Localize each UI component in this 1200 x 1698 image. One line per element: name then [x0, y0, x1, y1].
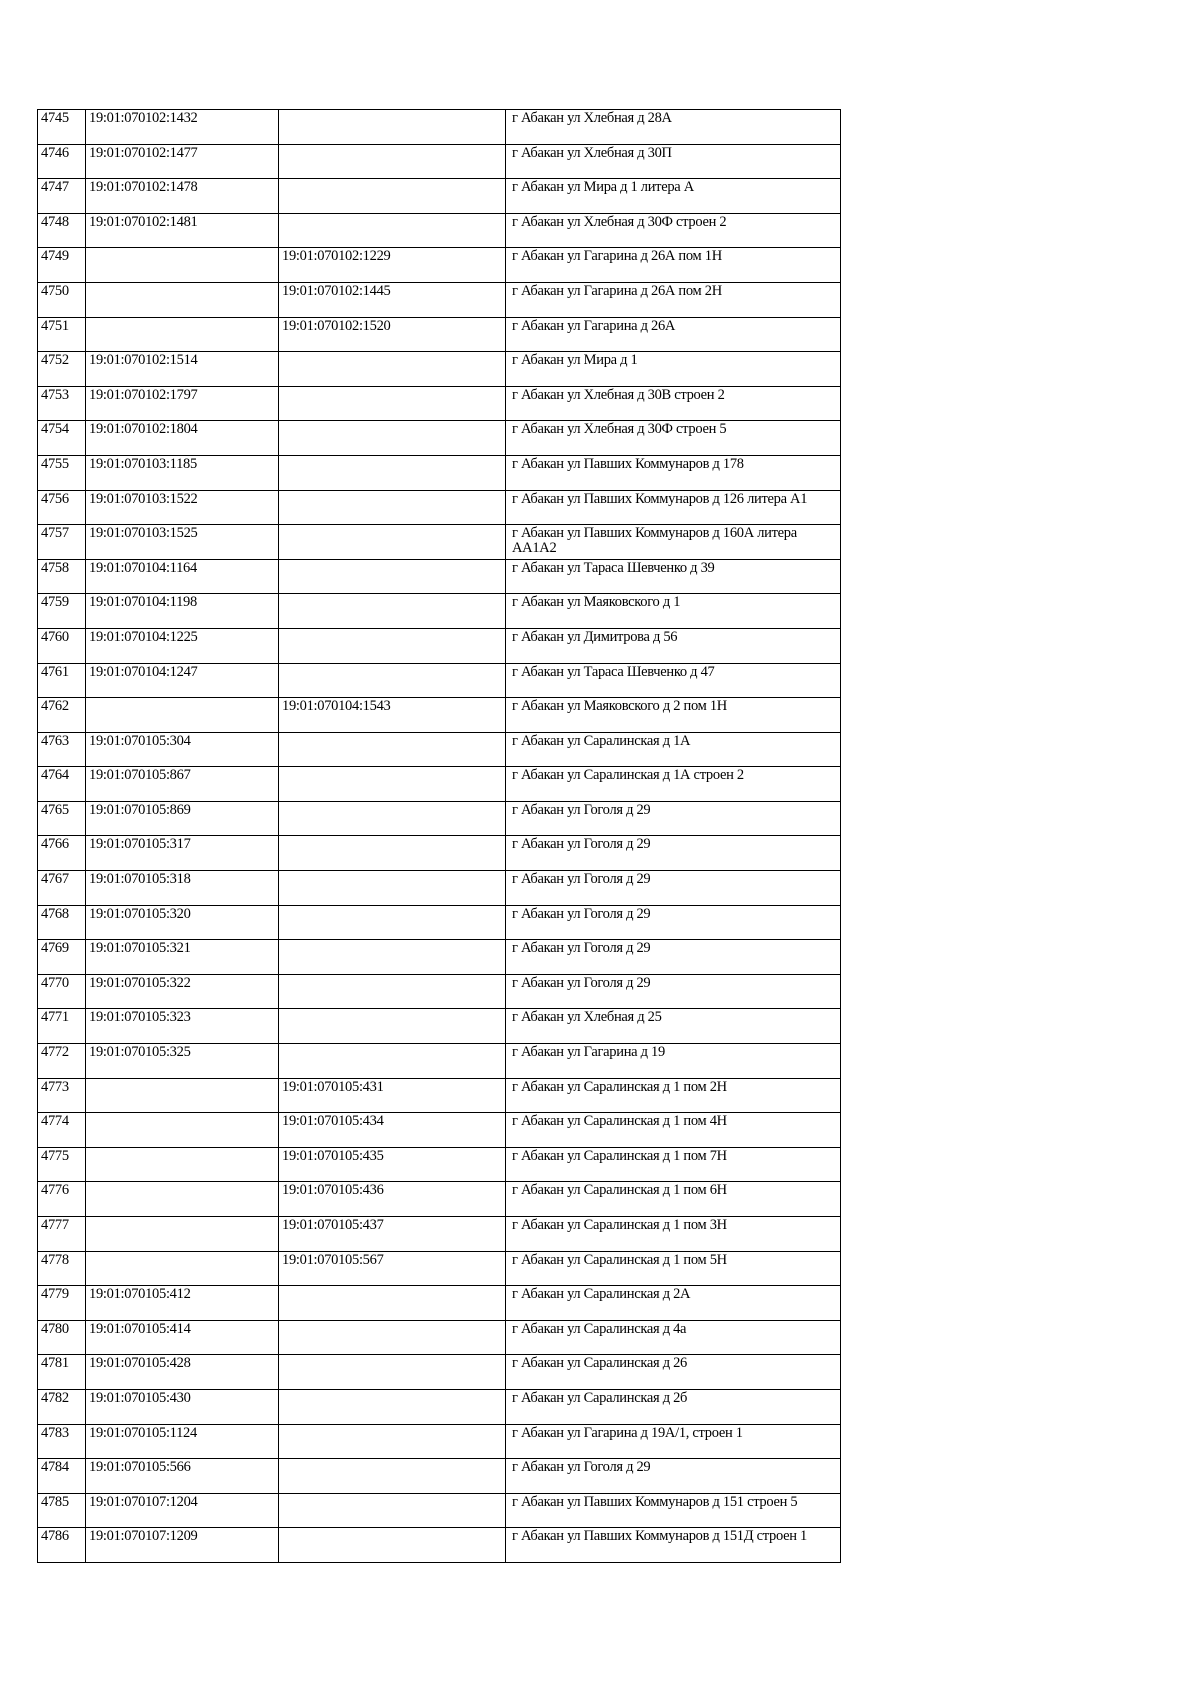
address-cell: г Абакан ул Хлебная д 30Ф строен 5	[506, 421, 841, 456]
table-row	[38, 455, 841, 490]
table-row	[38, 698, 841, 733]
row-number-cell: 4746	[38, 144, 86, 179]
address-cell: г Абакан ул Гагарина д 19А/1, строен 1	[506, 1424, 841, 1459]
land-cadastral-number-cell: 19:01:070105:325	[86, 1044, 279, 1079]
row-number-cell: 4769	[38, 940, 86, 975]
table-row	[38, 144, 841, 179]
land-cadastral-number-cell: 19:01:070103:1522	[86, 490, 279, 525]
address-cell: г Абакан ул Саралинская д 26	[506, 1355, 841, 1390]
object-cadastral-number-cell	[279, 628, 506, 663]
table-row	[38, 1286, 841, 1321]
land-cadastral-number-cell: 19:01:070102:1481	[86, 213, 279, 248]
row-number-cell: 4756	[38, 490, 86, 525]
address-cell: г Абакан ул Гагарина д 26А	[506, 317, 841, 352]
object-cadastral-number-cell: 19:01:070105:431	[279, 1078, 506, 1113]
property-registry-table	[37, 109, 841, 1563]
land-cadastral-number-cell: 19:01:070103:1185	[86, 455, 279, 490]
row-number-cell: 4767	[38, 871, 86, 906]
table-row	[38, 801, 841, 836]
table-row	[38, 282, 841, 317]
object-cadastral-number-cell: 19:01:070105:567	[279, 1251, 506, 1286]
table-row	[38, 110, 841, 145]
row-number-cell: 4770	[38, 974, 86, 1009]
address-cell: г Абакан ул Гоголя д 29	[506, 871, 841, 906]
object-cadastral-number-cell	[279, 1493, 506, 1528]
address-cell: г Абакан ул Хлебная д 25	[506, 1009, 841, 1044]
row-number-cell: 4779	[38, 1286, 86, 1321]
land-cadastral-number-cell: 19:01:070105:317	[86, 836, 279, 871]
object-cadastral-number-cell	[279, 871, 506, 906]
row-number-cell: 4750	[38, 282, 86, 317]
row-number-cell: 4786	[38, 1528, 86, 1563]
object-cadastral-number-cell	[279, 455, 506, 490]
object-cadastral-number-cell	[279, 767, 506, 802]
table-row	[38, 1528, 841, 1563]
land-cadastral-number-cell: 19:01:070105:320	[86, 905, 279, 940]
object-cadastral-number-cell: 19:01:070105:437	[279, 1217, 506, 1252]
table-row	[38, 179, 841, 214]
land-cadastral-number-cell: 19:01:070105:323	[86, 1009, 279, 1044]
address-cell: г Абакан ул Саралинская д 1 пом 7Н	[506, 1147, 841, 1182]
row-number-cell: 4775	[38, 1147, 86, 1182]
table-row	[38, 1113, 841, 1148]
table-row	[38, 559, 841, 594]
row-number-cell: 4751	[38, 317, 86, 352]
address-cell: г Абакан ул Павших Коммунаров д 178	[506, 455, 841, 490]
object-cadastral-number-cell	[279, 594, 506, 629]
row-number-cell: 4774	[38, 1113, 86, 1148]
object-cadastral-number-cell	[279, 1320, 506, 1355]
object-cadastral-number-cell	[279, 525, 506, 560]
land-cadastral-number-cell: 19:01:070104:1225	[86, 628, 279, 663]
land-cadastral-number-cell: 19:01:070105:430	[86, 1389, 279, 1424]
address-cell: г Абакан ул Саралинская д 1 пом 5Н	[506, 1251, 841, 1286]
table-row	[38, 628, 841, 663]
object-cadastral-number-cell	[279, 732, 506, 767]
table-row	[38, 663, 841, 698]
row-number-cell: 4752	[38, 352, 86, 387]
object-cadastral-number-cell	[279, 352, 506, 387]
address-cell: г Абакан ул Саралинская д 1 пом 4Н	[506, 1113, 841, 1148]
land-cadastral-number-cell	[86, 1182, 279, 1217]
land-cadastral-number-cell: 19:01:070105:322	[86, 974, 279, 1009]
row-number-cell: 4784	[38, 1459, 86, 1494]
object-cadastral-number-cell: 19:01:070105:436	[279, 1182, 506, 1217]
land-cadastral-number-cell	[86, 317, 279, 352]
object-cadastral-number-cell	[279, 905, 506, 940]
row-number-cell: 4745	[38, 110, 86, 145]
row-number-cell: 4763	[38, 732, 86, 767]
object-cadastral-number-cell	[279, 1528, 506, 1563]
address-cell: г Абакан ул Мира д 1 литера А	[506, 179, 841, 214]
address-cell: г Абакан ул Саралинская д 2А	[506, 1286, 841, 1321]
object-cadastral-number-cell	[279, 1044, 506, 1079]
table-row	[38, 1009, 841, 1044]
address-cell: г Абакан ул Гагарина д 26А пом 2Н	[506, 282, 841, 317]
row-number-cell: 4748	[38, 213, 86, 248]
address-cell: г Абакан ул Маяковского д 1	[506, 594, 841, 629]
table-row	[38, 905, 841, 940]
land-cadastral-number-cell: 19:01:070102:1797	[86, 386, 279, 421]
land-cadastral-number-cell: 19:01:070105:321	[86, 940, 279, 975]
table-row	[38, 1389, 841, 1424]
row-number-cell: 4782	[38, 1389, 86, 1424]
object-cadastral-number-cell	[279, 421, 506, 456]
table-row	[38, 1147, 841, 1182]
row-number-cell: 4759	[38, 594, 86, 629]
address-cell: г Абакан ул Хлебная д 30Ф строен 2	[506, 213, 841, 248]
row-number-cell: 4758	[38, 559, 86, 594]
address-cell: г Абакан ул Павших Коммунаров д 160А литера АА1А2	[506, 525, 841, 560]
row-number-cell: 4766	[38, 836, 86, 871]
land-cadastral-number-cell: 19:01:070102:1478	[86, 179, 279, 214]
object-cadastral-number-cell	[279, 1389, 506, 1424]
address-cell: г Абакан ул Гоголя д 29	[506, 905, 841, 940]
table-row	[38, 1355, 841, 1390]
address-cell: г Абакан ул Гоголя д 29	[506, 836, 841, 871]
land-cadastral-number-cell: 19:01:070104:1198	[86, 594, 279, 629]
object-cadastral-number-cell: 19:01:070102:1520	[279, 317, 506, 352]
land-cadastral-number-cell: 19:01:070105:304	[86, 732, 279, 767]
address-cell: г Абакан ул Саралинская д 1А	[506, 732, 841, 767]
row-number-cell: 4764	[38, 767, 86, 802]
table-row	[38, 1078, 841, 1113]
table-row	[38, 352, 841, 387]
address-cell: г Абакан ул Саралинская д 2б	[506, 1389, 841, 1424]
object-cadastral-number-cell	[279, 663, 506, 698]
row-number-cell: 4783	[38, 1424, 86, 1459]
object-cadastral-number-cell	[279, 1009, 506, 1044]
address-cell: г Абакан ул Гоголя д 29	[506, 940, 841, 975]
address-cell: г Абакан ул Павших Коммунаров д 151 строен 5	[506, 1493, 841, 1528]
table-row	[38, 940, 841, 975]
land-cadastral-number-cell: 19:01:070105:412	[86, 1286, 279, 1321]
table-row	[38, 767, 841, 802]
land-cadastral-number-cell	[86, 1113, 279, 1148]
land-cadastral-number-cell: 19:01:070105:566	[86, 1459, 279, 1494]
land-cadastral-number-cell	[86, 698, 279, 733]
address-cell: г Абакан ул Гоголя д 29	[506, 801, 841, 836]
land-cadastral-number-cell: 19:01:070102:1514	[86, 352, 279, 387]
row-number-cell: 4777	[38, 1217, 86, 1252]
address-cell: г Абакан ул Гагарина д 19	[506, 1044, 841, 1079]
table-row	[38, 525, 841, 560]
row-number-cell: 4755	[38, 455, 86, 490]
address-cell: г Абакан ул Тараса Шевченко д 47	[506, 663, 841, 698]
table-row	[38, 732, 841, 767]
row-number-cell: 4757	[38, 525, 86, 560]
row-number-cell: 4780	[38, 1320, 86, 1355]
row-number-cell: 4781	[38, 1355, 86, 1390]
land-cadastral-number-cell	[86, 1251, 279, 1286]
table-row	[38, 213, 841, 248]
registry-body	[38, 110, 841, 1563]
object-cadastral-number-cell	[279, 836, 506, 871]
address-cell: г Абакан ул Саралинская д 1А строен 2	[506, 767, 841, 802]
row-number-cell: 4753	[38, 386, 86, 421]
row-number-cell: 4761	[38, 663, 86, 698]
object-cadastral-number-cell	[279, 559, 506, 594]
land-cadastral-number-cell: 19:01:070102:1432	[86, 110, 279, 145]
object-cadastral-number-cell	[279, 490, 506, 525]
row-number-cell: 4765	[38, 801, 86, 836]
object-cadastral-number-cell	[279, 940, 506, 975]
land-cadastral-number-cell: 19:01:070102:1477	[86, 144, 279, 179]
object-cadastral-number-cell	[279, 1459, 506, 1494]
land-cadastral-number-cell	[86, 248, 279, 283]
object-cadastral-number-cell: 19:01:070102:1445	[279, 282, 506, 317]
land-cadastral-number-cell: 19:01:070102:1804	[86, 421, 279, 456]
land-cadastral-number-cell: 19:01:070107:1209	[86, 1528, 279, 1563]
table-row	[38, 836, 841, 871]
object-cadastral-number-cell: 19:01:070102:1229	[279, 248, 506, 283]
land-cadastral-number-cell	[86, 1217, 279, 1252]
table-row	[38, 1217, 841, 1252]
table-row	[38, 974, 841, 1009]
address-cell: г Абакан ул Маяковского д 2 пом 1Н	[506, 698, 841, 733]
address-cell: г Абакан ул Мира д 1	[506, 352, 841, 387]
row-number-cell: 4762	[38, 698, 86, 733]
land-cadastral-number-cell: 19:01:070105:869	[86, 801, 279, 836]
table-row	[38, 248, 841, 283]
land-cadastral-number-cell: 19:01:070107:1204	[86, 1493, 279, 1528]
object-cadastral-number-cell: 19:01:070105:434	[279, 1113, 506, 1148]
land-cadastral-number-cell: 19:01:070104:1164	[86, 559, 279, 594]
land-cadastral-number-cell: 19:01:070105:318	[86, 871, 279, 906]
row-number-cell: 4778	[38, 1251, 86, 1286]
row-number-cell: 4754	[38, 421, 86, 456]
table-row	[38, 1493, 841, 1528]
address-cell: г Абакан ул Гоголя д 29	[506, 974, 841, 1009]
row-number-cell: 4776	[38, 1182, 86, 1217]
land-cadastral-number-cell: 19:01:070104:1247	[86, 663, 279, 698]
address-cell: г Абакан ул Хлебная д 28А	[506, 110, 841, 145]
row-number-cell: 4771	[38, 1009, 86, 1044]
row-number-cell: 4773	[38, 1078, 86, 1113]
address-cell: г Абакан ул Хлебная д 30В строен 2	[506, 386, 841, 421]
row-number-cell: 4760	[38, 628, 86, 663]
address-cell: г Абакан ул Павших Коммунаров д 126 литера А1	[506, 490, 841, 525]
address-cell: г Абакан ул Саралинская д 1 пом 6Н	[506, 1182, 841, 1217]
address-cell: г Абакан ул Гоголя д 29	[506, 1459, 841, 1494]
land-cadastral-number-cell	[86, 1147, 279, 1182]
table-row	[38, 1424, 841, 1459]
table-row	[38, 1044, 841, 1079]
table-row	[38, 1320, 841, 1355]
land-cadastral-number-cell: 19:01:070105:867	[86, 767, 279, 802]
address-cell: г Абакан ул Саралинская д 1 пом 2Н	[506, 1078, 841, 1113]
address-cell: г Абакан ул Павших Коммунаров д 151Д строен 1	[506, 1528, 841, 1563]
table-row	[38, 317, 841, 352]
land-cadastral-number-cell: 19:01:070105:414	[86, 1320, 279, 1355]
address-cell: г Абакан ул Саралинская д 1 пом 3Н	[506, 1217, 841, 1252]
land-cadastral-number-cell: 19:01:070105:1124	[86, 1424, 279, 1459]
row-number-cell: 4768	[38, 905, 86, 940]
land-cadastral-number-cell	[86, 282, 279, 317]
land-cadastral-number-cell: 19:01:070105:428	[86, 1355, 279, 1390]
table-row	[38, 386, 841, 421]
table-row	[38, 871, 841, 906]
table-row	[38, 1459, 841, 1494]
object-cadastral-number-cell: 19:01:070104:1543	[279, 698, 506, 733]
address-cell: г Абакан ул Саралинская д 4а	[506, 1320, 841, 1355]
object-cadastral-number-cell	[279, 1286, 506, 1321]
address-cell: г Абакан ул Димитрова д 56	[506, 628, 841, 663]
address-cell: г Абакан ул Гагарина д 26А пом 1Н	[506, 248, 841, 283]
address-cell: г Абакан ул Тараса Шевченко д 39	[506, 559, 841, 594]
row-number-cell: 4785	[38, 1493, 86, 1528]
object-cadastral-number-cell: 19:01:070105:435	[279, 1147, 506, 1182]
address-cell: г Абакан ул Хлебная д 30П	[506, 144, 841, 179]
object-cadastral-number-cell	[279, 179, 506, 214]
object-cadastral-number-cell	[279, 801, 506, 836]
table-row	[38, 490, 841, 525]
object-cadastral-number-cell	[279, 213, 506, 248]
row-number-cell: 4772	[38, 1044, 86, 1079]
object-cadastral-number-cell	[279, 1355, 506, 1390]
object-cadastral-number-cell	[279, 974, 506, 1009]
table-row	[38, 594, 841, 629]
row-number-cell: 4749	[38, 248, 86, 283]
object-cadastral-number-cell	[279, 1424, 506, 1459]
table-row	[38, 1182, 841, 1217]
object-cadastral-number-cell	[279, 144, 506, 179]
land-cadastral-number-cell	[86, 1078, 279, 1113]
table-row	[38, 1251, 841, 1286]
object-cadastral-number-cell	[279, 110, 506, 145]
table-row	[38, 421, 841, 456]
land-cadastral-number-cell: 19:01:070103:1525	[86, 525, 279, 560]
object-cadastral-number-cell	[279, 386, 506, 421]
row-number-cell: 4747	[38, 179, 86, 214]
